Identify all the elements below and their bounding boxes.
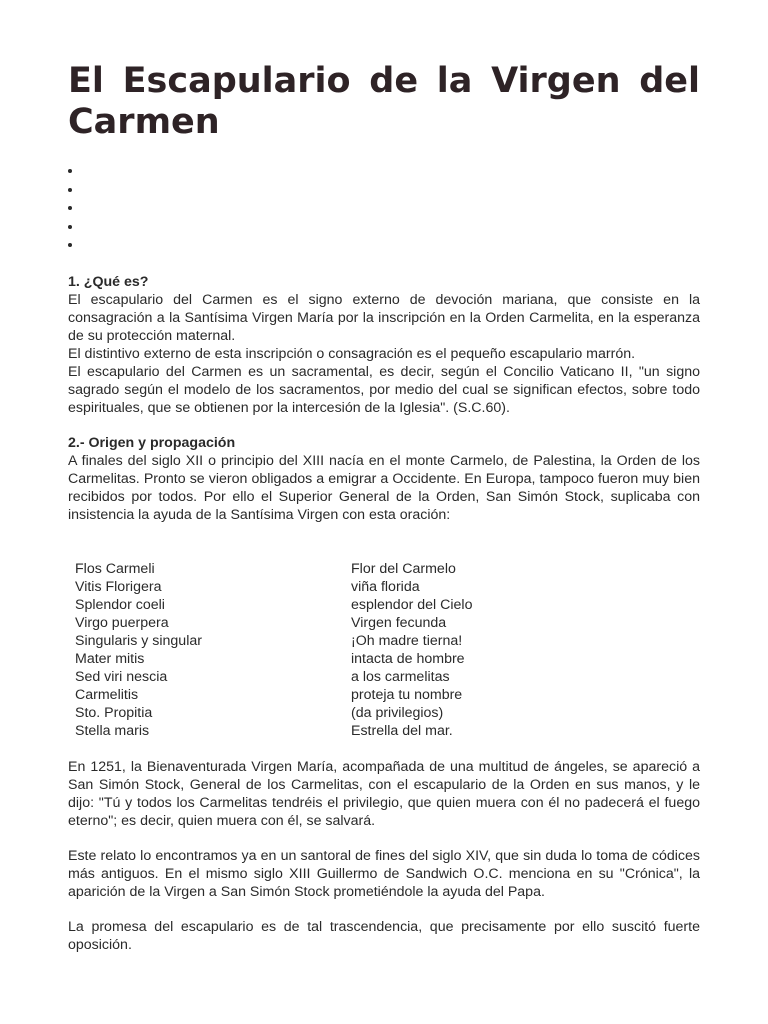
paragraph: A finales del siglo XII o principio del XIII nacía en el monte Carmelo, de Palestina, la Orden de los Carmelitas. Pronto se vieron obligados a emigrar a Occidente. En Europa, tampoco fueron muy bien recibidos por todos. Por ello el Superior General de la Orden, San Simón Stock, suplicaba con insistencia la ayuda de la Santísima Virgen con esta oración: xyxy=(68,453,700,523)
prayer-latin: Singularis y singular xyxy=(75,633,202,649)
prayer-table xyxy=(75,560,472,740)
document-title: El Escapulario de la Virgen del Carmen xyxy=(68,61,700,142)
prayer-latin: Stella maris xyxy=(75,723,150,739)
section-heading-origen: 2.- Origen y propagación xyxy=(68,435,236,451)
prayer-spanish: esplendor del Cielo xyxy=(351,597,473,613)
table-row xyxy=(75,560,472,578)
table-row xyxy=(75,596,472,614)
prayer-spanish: intacta de hombre xyxy=(351,651,465,667)
prayer-latin: Vitis Florigera xyxy=(75,579,162,595)
table-row xyxy=(75,632,472,650)
prayer-latin: Sed viri nescia xyxy=(75,669,168,685)
prayer-spanish: Estrella del mar. xyxy=(351,723,453,739)
prayer-spanish: proteja tu nombre xyxy=(351,687,463,703)
prayer-spanish: viña florida xyxy=(351,579,420,595)
table-row xyxy=(75,704,472,722)
table-row xyxy=(75,650,472,668)
document-body xyxy=(68,273,700,954)
prayer-latin: Sto. Propitia xyxy=(75,705,153,721)
paragraph: En 1251, la Bienaventurada Virgen María, acompañada de una multitud de ángeles, se apareció a San Simón Stock, General de los Carmelitas, con el escapulario de la Orden en sus manos, y le dijo: "Tú y todos los Carmelitas tendréis el privilegio, que quien muera con él no padecerá el fuego eterno"; es decir, quien muera con él, se salvará. xyxy=(68,759,700,829)
table-row xyxy=(75,668,472,686)
prayer-spanish: (da privilegios) xyxy=(351,705,444,721)
prayer-latin: Flos Carmeli xyxy=(75,561,155,577)
prayer-spanish: Flor del Carmelo xyxy=(351,561,456,577)
paragraph: Este relato lo encontramos ya en un santoral de fines del siglo XIV, que sin duda lo toma de códices más antiguos. En el mismo siglo XIII Guillermo de Sandwich O.C. menciona en su "Crónica", la aparición de la Virgen a San Simón Stock prometiéndole la ayuda del Papa. xyxy=(68,848,700,900)
paragraph: El distintivo externo de esta inscripción o consagración es el pequeño escapulario marrón. xyxy=(68,346,636,362)
paragraph: El escapulario del Carmen es el signo externo de devoción mariana, que consiste en la consagración a la Santísima Virgen María por la inscripción en la Orden Carmelita, en la esperanza de su protección maternal. xyxy=(68,292,700,344)
paragraph: La promesa del escapulario es de tal trascendencia, que precisamente por ello suscitó fuerte oposición. xyxy=(68,919,700,953)
table-row xyxy=(75,578,472,596)
prayer-spanish: Virgen fecunda xyxy=(351,615,447,631)
table-row xyxy=(75,722,472,740)
prayer-latin: Mater mitis xyxy=(75,651,145,667)
paragraph: El escapulario del Carmen es un sacramental, es decir, según el Concilio Vaticano II, "un signo sagrado según el modelo de los sacramentos, por medio del cual se significan efectos, sobre todo espirituales, que se obtienen por la intercesión de la Iglesia". (S.C.60). xyxy=(68,364,700,416)
section-heading-que-es: 1. ¿Qué es? xyxy=(68,274,149,290)
table-row xyxy=(75,614,472,632)
prayer-latin: Splendor coeli xyxy=(75,597,165,613)
prayer-latin: Carmelitis xyxy=(75,687,139,703)
prayer-spanish: a los carmelitas xyxy=(351,669,450,685)
prayer-latin: Virgo puerpera xyxy=(75,615,169,631)
table-row xyxy=(75,686,472,704)
prayer-spanish: ¡Oh madre tierna! xyxy=(351,633,463,649)
